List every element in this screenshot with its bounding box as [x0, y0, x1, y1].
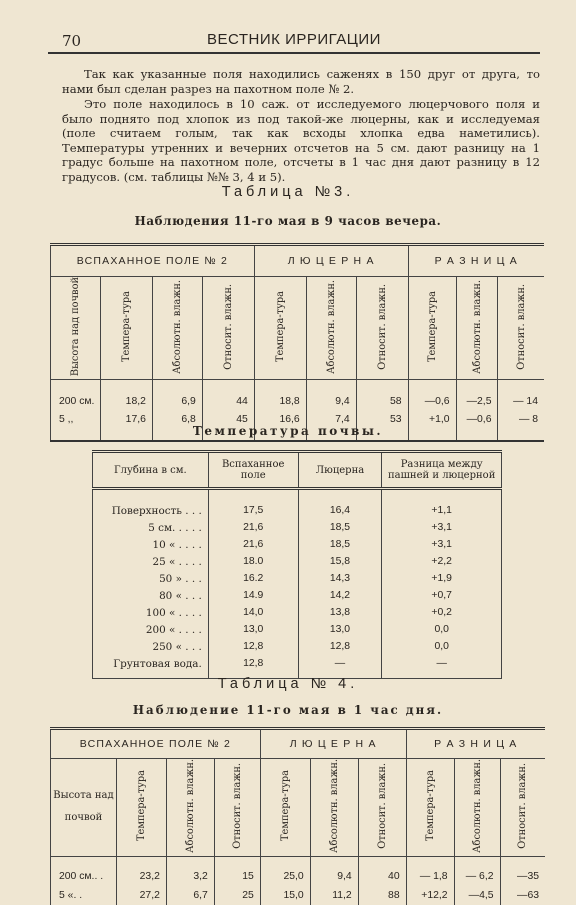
table3-title: Таблица №3.: [221, 184, 355, 200]
table-row: 200 см.. . 23,2 3,2 15 25,0 9,4 40 — 1,8 — 6,2 —35: [51, 867, 546, 886]
page-header: [48, 30, 540, 54]
table4-subtitle: Наблюдение 11-го мая в 1 час дня.: [132, 703, 444, 717]
table4: [50, 727, 545, 905]
table3-col-rel-2: Относит. влажн.: [356, 277, 408, 380]
table4-title: Таблица № 4.: [217, 676, 359, 692]
page-number: 70: [62, 32, 82, 50]
paragraph-1: Так как указанные поля находились саженях в 150 друг от друга, то нами был сделан разрез на пахотном поле № 2.: [62, 67, 540, 96]
table4-group-row: [51, 729, 546, 759]
table4-group-difference: Р А З Н И Ц А: [406, 729, 545, 759]
table3-col-abs-1: Абсолютн. влажн.: [152, 277, 202, 380]
table3-col-rel-1: Относит. влажн.: [202, 277, 254, 380]
table3-col-abs-2: Абсолютн. влажн.: [306, 277, 356, 380]
table-row: Поверхность . . . 17,5 16,4 +1,1: [93, 502, 502, 519]
table-row: 5 ,, 17,6 6,8 45 16,6 7,4 53 +1,0 —0,6 — 8: [51, 410, 545, 428]
soil-temperature-table: [92, 450, 502, 679]
table-row: 80 « . . . 14.9 14,2 +0,7: [93, 587, 502, 604]
table-row: Грунтовая вода. 12,8 — —: [93, 655, 502, 672]
table3-group-row: [51, 245, 545, 277]
paragraph-2: Это поле находилось в 10 саж. от исследуемого люцерчового поля и было поднято под хлопок из под такой-же люцерны, как и исследуемая (поле считаем голым, так как всходы хлопка едва наметились). Температуры утренних и вечерних отсчетов на 5 см. дают разницу на 1 градус больше на пахотном поле, отсчеты в 1 час дня дают разницу в 12 градусов. (см. таблицы №№ 3, 4 и 5).: [62, 97, 540, 184]
table-row: 25 « . . . . 18.0 15,8 +2,2: [93, 553, 502, 570]
table-row: 200 см. 18,2 6,9 44 18,8 9,4 58 —0,6 —2,5 — 14: [51, 392, 545, 410]
journal-title: ВЕСТНИК ИРРИГАЦИИ: [207, 31, 381, 48]
soil-table-title: Температура почвы.: [192, 424, 384, 438]
table-row: 200 « . . . . 13,0 13,0 0,0: [93, 621, 502, 638]
table4-group-plowed: ВСПАХАННОЕ ПОЛЕ № 2: [51, 729, 261, 759]
table3: [50, 243, 544, 442]
table-row: 100 « . . . . 14,0 13,8 +0,2: [93, 604, 502, 621]
table-row: 50 » . . . 16.2 14,3 +1,9: [93, 570, 502, 587]
table3-col-temp-3: Темпера-тура: [408, 277, 456, 380]
table-row: 250 « . . . 12,8 12,8 0,0: [93, 638, 502, 655]
table-row: 5 см. . . . . 21,6 18,5 +3,1: [93, 519, 502, 536]
table3-group-alfalfa: Л Ю Ц Е Р Н А: [254, 245, 408, 277]
table3-subheader-row: [51, 277, 545, 380]
table3-col-height: Высота над почвой: [51, 277, 101, 380]
table3-subtitle: Наблюдения 11-го мая в 9 часов вечера.: [134, 214, 442, 228]
table-row: 10 « . . . . 21,6 18,5 +3,1: [93, 536, 502, 553]
table3-group-plowed: ВСПАХАННОЕ ПОЛЕ № 2: [51, 245, 255, 277]
table4-group-alfalfa: Л Ю Ц Е Р Н А: [260, 729, 406, 759]
table3-col-temp-2: Темпера-тура: [254, 277, 306, 380]
table4-subheader-row: Высота над почвой Темпера-тура Абсолютн. влажн. Относит. влажн. Темпера-тура Абсолютн. влажн. Относит. влажн. Темпера-тура Абсолютн. влажн. Относит. влажн.: [51, 759, 546, 857]
table3-group-difference: Р А З Н И Ц А: [408, 245, 544, 277]
table3-col-abs-3: Абсолютн. влажн.: [456, 277, 498, 380]
table4-col-height: Высота над почвой: [51, 759, 117, 857]
table3-col-rel-3: Относит. влажн.: [498, 277, 544, 380]
soil-header-row: Глубина в см. Вспаханное поле Люцерна Разница между пашней и люцерной: [93, 452, 502, 489]
table-row: 5 «. . 27,2 6,7 25 15,0 11,2 88 +12,2 —4,5 —63: [51, 886, 546, 905]
table3-col-temp-1: Темпера-тура: [100, 277, 152, 380]
